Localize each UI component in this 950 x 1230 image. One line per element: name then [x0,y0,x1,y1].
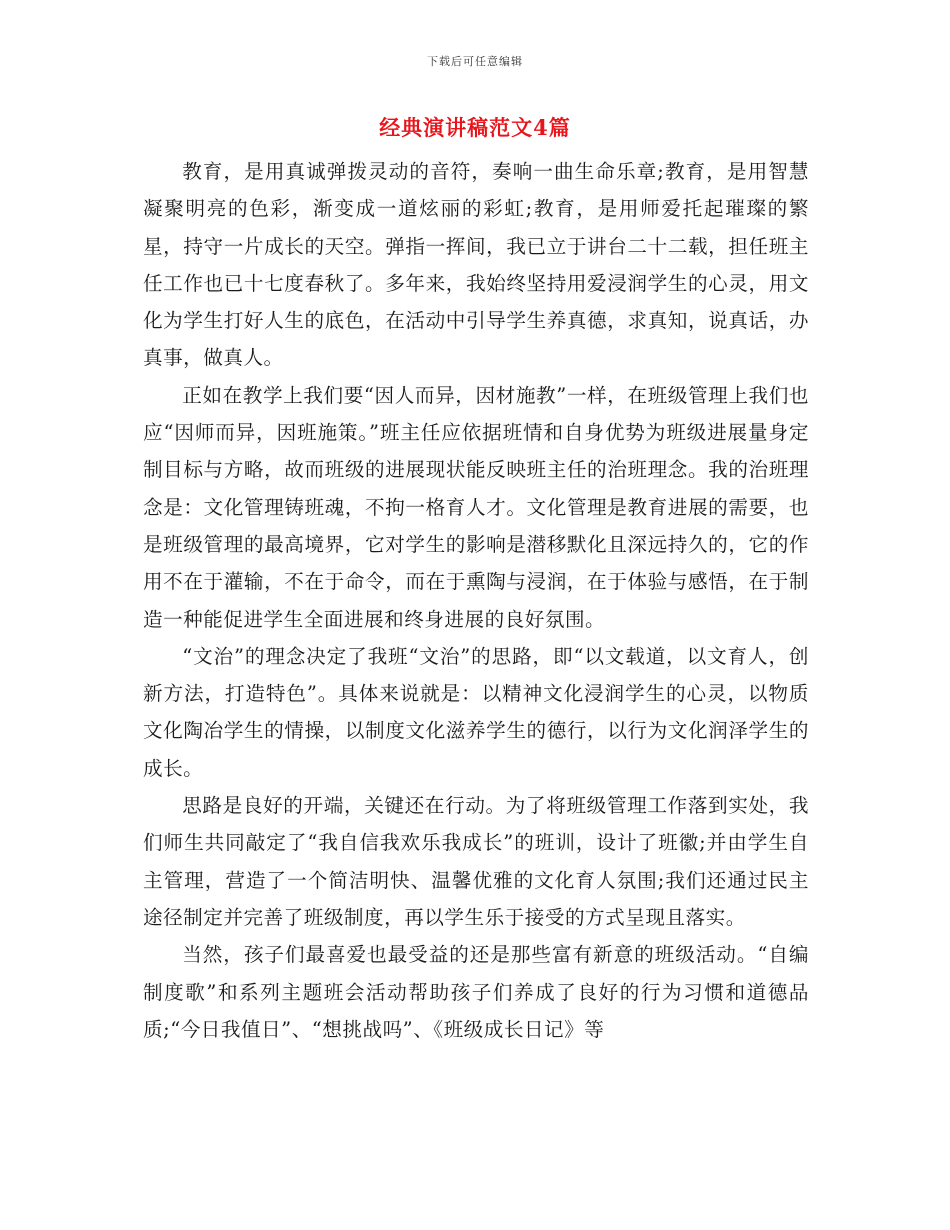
paragraph: 教育，是用真诚弹拨灵动的音符，奏响一曲生命乐章;教育，是用智慧凝聚明亮的色彩，渐变成一道炫丽的彩虹;教育，是用师爱托起璀璨的繁星，持守一片成长的天空。弹指一挥间，我已立于讲台二十二载，担任班主任工作也已十七度春秋了。多年来，我始终坚持用爱浸润学生的心灵，用文化为学生打好人生的底色，在活动中引导学生养真德，求真知，说真话，办真事，做真人。 [143,160,809,370]
paragraph: 思路是良好的开端，关键还在行动。为了将班级管理工作落到实处，我们师生共同敲定了“我自信我欢乐我成长”的班训，设计了班徽;并由学生自主管理，营造了一个简洁明快、温馨优雅的文化育人氛围;我们还通过民主途径制定并完善了班级制度，再以学生乐于接受的方式呈现且落实。 [143,794,809,929]
page-header: 下载后可任意编辑 [427,55,523,68]
paragraph: 正如在教学上我们要“因人而异，因材施教”一样，在班级管理上我们也应“因师而异，因班施策。”班主任应依据班情和自身优势为班级进展量身定制目标与方略，故而班级的进展现状能反映班主任的治班理念。我的治班理念是：文化管理铸班魂，不拘一格育人才。文化管理是教育进展的需要，也是班级管理的最高境界，它对学生的影响是潜移默化且深远持久的，它的作用不在于灌输，不在于命令，而在于熏陶与浸润，在于体验与感悟，在于制造一种能促进学生全面进展和终身进展的良好氛围。 [143,383,809,631]
paragraph: “文治”的理念决定了我班“文治”的思路，即“以文载道，以文育人，创新方法，打造特色”。具体来说就是：以精神文化浸润学生的心灵，以物质文化陶冶学生的情操，以制度文化滋养学生的德行，以行为文化润泽学生的成长。 [143,644,809,780]
document-title: 经典演讲稿范文4篇 [379,115,571,140]
document-body [143,153,809,1048]
paragraph: 当然，孩子们最喜爱也最受益的还是那些富有新意的班级活动。“自编制度歌”和系列主题班会活动帮助孩子们养成了良好的行为习惯和道德品质;“今日我值日”、“想挑战吗”、《班级成长日记》等 [143,943,809,1041]
